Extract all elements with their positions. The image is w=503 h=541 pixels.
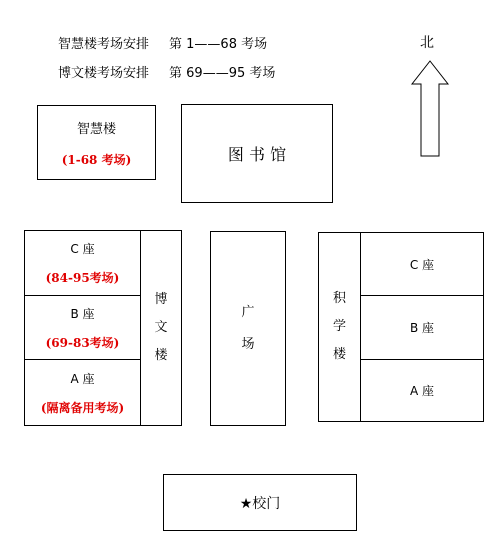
bowen-name-char: 博 <box>154 292 168 307</box>
bowen-seat-c-label: C 座 <box>70 242 95 256</box>
jixue-name-char: 楼 <box>332 347 346 362</box>
jixue-seats <box>360 232 484 422</box>
jixue-name-char: 积 <box>332 291 346 306</box>
plaza-char: 广 <box>241 304 255 320</box>
plaza-char: 场 <box>241 336 255 352</box>
schedule-row-1 <box>58 33 267 52</box>
bowen-seats <box>24 230 141 426</box>
bowen-name-column <box>140 230 182 426</box>
north-arrow-icon <box>410 60 450 158</box>
schedule-building-2: 博文楼考场安排 <box>58 66 150 81</box>
jixue-seat-c <box>361 233 483 296</box>
bowen-seat-b-note: (69-83考场) <box>45 335 120 350</box>
bowen-name-char: 楼 <box>154 348 168 363</box>
zhihui-building <box>37 105 156 180</box>
plaza <box>210 231 286 426</box>
bowen-seat-c-note: (84-95考场) <box>45 271 120 285</box>
bowen-seat-a-label: A 座 <box>70 371 95 386</box>
schedule-building-1: 智慧楼考场安排 <box>58 37 150 52</box>
bowen-seat-b <box>25 296 140 360</box>
library-name: 图 书 馆 <box>227 145 287 164</box>
schedule-range-2: 第 69——95 考场 <box>169 66 276 81</box>
jixue-seat-c-label: C 座 <box>409 257 435 272</box>
jixue-seat-a-label: A 座 <box>409 384 435 398</box>
schedule-range-1: 第 1——68 考场 <box>169 37 268 52</box>
gate-label: ★校门 <box>239 495 281 512</box>
bowen-name-char: 文 <box>154 320 168 335</box>
bowen-seat-b-label: B 座 <box>70 306 95 321</box>
bowen-seat-a <box>25 360 140 425</box>
school-gate <box>163 474 357 531</box>
north-label: 北 <box>420 35 434 51</box>
zhihui-name: 智慧楼 <box>76 121 116 137</box>
jixue-seat-b <box>361 296 483 360</box>
schedule-row-2 <box>58 62 275 81</box>
jixue-name-char: 学 <box>332 319 346 334</box>
library-building <box>181 104 333 203</box>
bowen-seat-a-note: (隔离备用考场) <box>40 400 125 415</box>
bowen-seat-c <box>25 231 140 296</box>
zhihui-note: (1-68 考场) <box>61 152 132 167</box>
jixue-seat-a <box>361 360 483 421</box>
jixue-name-column <box>318 232 361 422</box>
jixue-seat-b-label: B 座 <box>409 321 435 335</box>
